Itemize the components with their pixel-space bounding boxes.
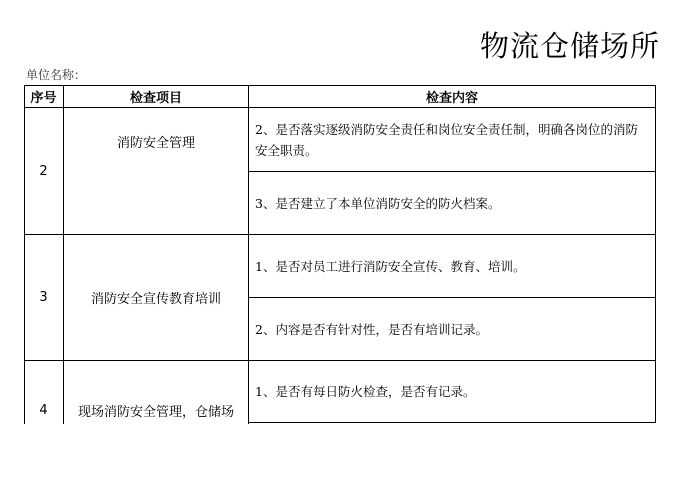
- header-seq: 序号: [24, 85, 64, 108]
- document-title: 物流仓储场所: [480, 29, 661, 63]
- row-seq: 4: [24, 361, 64, 424]
- row-content: 1、是否有每日防火检查，是否有记录。: [249, 361, 656, 423]
- row-content: 2、是否落实逐级消防安全责任和岗位安全责任制，明确各岗位的消防安全职责。: [249, 108, 656, 172]
- row-content: 3、是否建立了本单位消防安全的防火档案。: [249, 172, 656, 235]
- row-content: 1、是否对员工进行消防安全宣传、教育、培训。: [249, 235, 656, 298]
- table-top-border: [24, 85, 656, 86]
- unit-name-label: 单位名称：: [26, 68, 87, 82]
- header-item: 检查项目: [64, 85, 249, 108]
- row-seq: 2: [24, 108, 64, 235]
- row-content: 2、内容是否有针对性，是否有培训记录。: [249, 298, 656, 361]
- row-item: 消防安全宣传教育培训: [64, 235, 249, 361]
- header-content: 检查内容: [249, 85, 656, 108]
- table-left-border: [24, 85, 25, 424]
- row-seq: 3: [24, 235, 64, 361]
- inspection-table: [24, 85, 656, 424]
- row-item: 现场消防安全管理，仓储场: [64, 361, 249, 424]
- row-item: 消防安全管理: [64, 108, 249, 235]
